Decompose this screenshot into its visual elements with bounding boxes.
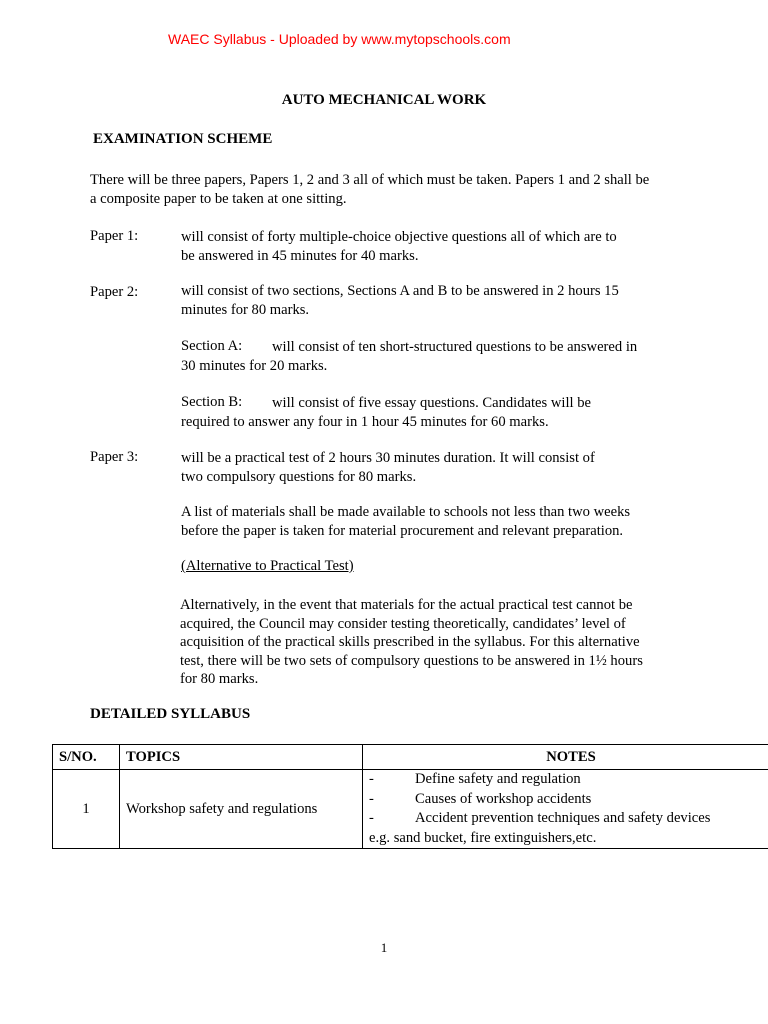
alternative-line: acquired, the Council may consider testing theoretically, candidates’ level of — [180, 615, 626, 632]
note-text: Accident prevention techniques and safety devices — [415, 810, 711, 826]
paper2-label: Paper 2: — [90, 284, 139, 300]
note-text: Causes of workshop accidents — [415, 790, 592, 807]
paper1-line: be answered in 45 minutes for 40 marks. — [181, 247, 419, 264]
section-a-line: 30 minutes for 20 marks. — [181, 357, 328, 374]
column-header-sno: S/NO. — [53, 745, 120, 770]
paper3-label: Paper 3: — [90, 449, 139, 465]
page-number: 1 — [380, 940, 388, 955]
materials-line: before the paper is taken for material procurement and relevant preparation. — [181, 522, 624, 539]
section-b-description — [181, 394, 591, 431]
materials-paragraph — [181, 503, 630, 540]
alternative-line: test, there will be two sets of compulsory questions to be answered in 1½ hours — [180, 652, 643, 669]
materials-line: A list of materials shall be made available to schools not less than two weeks — [181, 504, 631, 520]
document-title: AUTO MECHANICAL WORK — [281, 92, 487, 108]
row-sno: 1 — [53, 770, 120, 849]
alternative-practical-heading: (Alternative to Practical Test) — [181, 558, 354, 574]
note-text: Define safety and regulation — [415, 771, 581, 787]
intro-paragraph — [90, 171, 649, 208]
intro-line: a composite paper to be taken at one sitting. — [90, 190, 347, 207]
column-header-topics: TOPICS — [120, 745, 363, 770]
watermark-text: WAEC Syllabus - Uploaded by www.mytopschools.com — [168, 31, 511, 47]
paper1-description — [181, 228, 617, 265]
section-a-label: Section A: — [181, 338, 243, 354]
table-row — [53, 770, 768, 849]
alternative-line: acquisition of the practical skills prescribed in the syllabus. For this alternative — [180, 634, 640, 650]
note-bullet: - — [369, 810, 374, 826]
section-a-line: will consist of ten short-structured questions to be answered in — [272, 339, 638, 355]
note-item — [369, 809, 768, 829]
paper1-label: Paper 1: — [90, 228, 139, 244]
note-bullet: - — [369, 790, 374, 807]
section-b-line: will consist of five essay questions. Candidates will be — [272, 395, 591, 411]
row-notes — [363, 770, 768, 849]
paper3-line: will be a practical test of 2 hours 30 minutes duration. It will consist of — [181, 450, 595, 466]
alternative-line: Alternatively, in the event that materials for the actual practical test cannot be — [180, 597, 633, 613]
section-b-label: Section B: — [181, 394, 243, 410]
column-header-notes: NOTES — [363, 745, 768, 770]
section-b-line: required to answer any four in 1 hour 45 minutes for 60 marks. — [181, 413, 549, 430]
row-topic: Workshop safety and regulations — [120, 770, 363, 849]
paper3-line: two compulsory questions for 80 marks. — [181, 468, 417, 485]
paper2-line: minutes for 80 marks. — [181, 301, 310, 318]
note-bullet: - — [369, 771, 374, 787]
paper2-description — [181, 282, 619, 319]
examination-scheme-heading: EXAMINATION SCHEME — [93, 131, 273, 147]
section-a-description — [181, 338, 637, 375]
note-item — [369, 770, 768, 790]
paper1-line: will consist of forty multiple-choice objective questions all of which are to — [181, 229, 617, 245]
table-header-row — [53, 745, 768, 770]
alternative-paragraph — [180, 596, 643, 689]
alternative-line: for 80 marks. — [180, 671, 259, 687]
intro-line: There will be three papers, Papers 1, 2 and 3 all of which must be taken. Papers 1 and 2 shall be — [90, 172, 650, 188]
note-item — [369, 790, 768, 810]
paper3-description — [181, 449, 595, 486]
note-item — [369, 829, 768, 849]
note-text: e.g. sand bucket, fire extinguishers,etc. — [369, 829, 597, 846]
detailed-syllabus-heading: DETAILED SYLLABUS — [90, 706, 251, 722]
paper2-line: will consist of two sections, Sections A and B to be answered in 2 hours 15 — [181, 283, 619, 299]
syllabus-table — [52, 744, 768, 849]
